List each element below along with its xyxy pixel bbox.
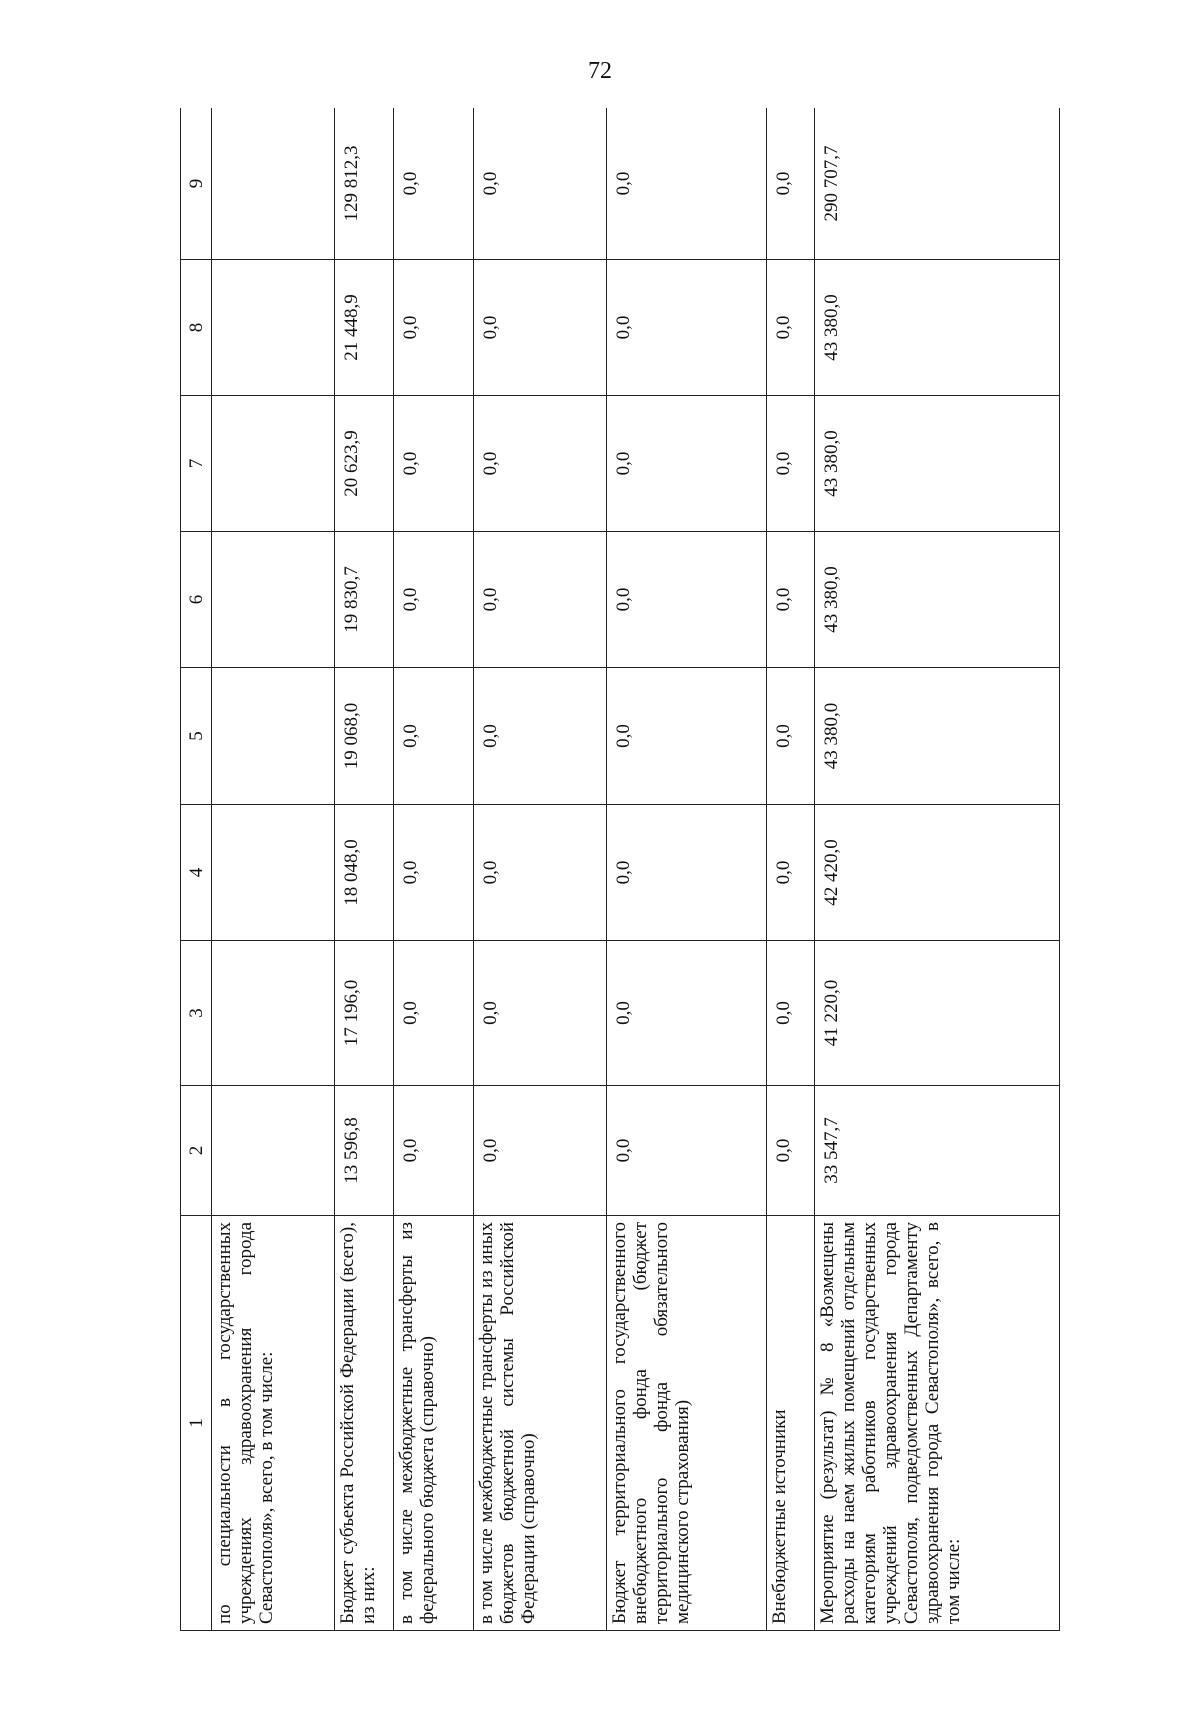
value-cell: 43 380,0 xyxy=(814,668,1059,805)
value-cell: 129 812,3 xyxy=(335,108,394,260)
value-cell xyxy=(212,108,335,260)
value-cell xyxy=(212,532,335,668)
value-cell: 0,0 xyxy=(393,396,473,532)
table-row xyxy=(607,108,767,1631)
header-cell: 3 xyxy=(181,941,212,1086)
table-wrap xyxy=(180,108,1060,1631)
value-cell: 0,0 xyxy=(607,260,767,396)
value-cell: 0,0 xyxy=(766,532,814,668)
value-cell: 21 448,9 xyxy=(335,260,394,396)
header-cell: 5 xyxy=(181,668,212,805)
value-cell: 20 623,9 xyxy=(335,396,394,532)
value-cell: 0,0 xyxy=(766,668,814,805)
value-cell: 41 220,0 xyxy=(814,941,1059,1086)
page-number: 72 xyxy=(588,58,612,84)
header-cell: 2 xyxy=(181,1086,212,1216)
value-cell: 43 380,0 xyxy=(814,532,1059,668)
value-cell: 0,0 xyxy=(766,396,814,532)
table-row xyxy=(393,108,473,1631)
value-cell: 0,0 xyxy=(766,108,814,260)
table-row xyxy=(212,108,335,1631)
value-cell: 0,0 xyxy=(473,805,606,941)
value-cell: 0,0 xyxy=(766,260,814,396)
row-label: Внебюджетные источники xyxy=(766,1216,814,1631)
value-cell: 33 547,7 xyxy=(814,1086,1059,1216)
value-cell: 0,0 xyxy=(393,532,473,668)
row-label: Мероприятие (результат) № 8 «Возмещены расходы на наем жилых помещений отдельным категориям работников государственных учреждений здравоохранения города Севастополя, подведомственных Департаменту здравоохранения города Севастополя», всего, в том числе: xyxy=(814,1216,1059,1631)
header-cell: 8 xyxy=(181,260,212,396)
row-label: по специальности в государственных учреждениях здравоохранения города Севастополя», всего, в том числе: xyxy=(212,1216,335,1631)
value-cell xyxy=(212,668,335,805)
header-cell: 4 xyxy=(181,805,212,941)
value-cell: 19 830,7 xyxy=(335,532,394,668)
table-row xyxy=(473,108,606,1631)
value-cell: 0,0 xyxy=(393,260,473,396)
value-cell xyxy=(212,805,335,941)
value-cell: 13 596,8 xyxy=(335,1086,394,1216)
value-cell: 0,0 xyxy=(607,941,767,1086)
value-cell xyxy=(212,941,335,1086)
value-cell: 42 420,0 xyxy=(814,805,1059,941)
value-cell: 0,0 xyxy=(607,396,767,532)
header-cell: 7 xyxy=(181,396,212,532)
value-cell: 43 380,0 xyxy=(814,396,1059,532)
value-cell: 0,0 xyxy=(607,108,767,260)
value-cell: 0,0 xyxy=(473,396,606,532)
table-row xyxy=(814,108,1059,1631)
row-label: в том числе межбюджетные трансферты из федерального бюджета (справочно) xyxy=(393,1216,473,1631)
value-cell: 290 707,7 xyxy=(814,108,1059,260)
value-cell: 0,0 xyxy=(473,668,606,805)
value-cell: 0,0 xyxy=(473,108,606,260)
value-cell: 0,0 xyxy=(766,805,814,941)
value-cell: 0,0 xyxy=(473,1086,606,1216)
value-cell: 0,0 xyxy=(766,1086,814,1216)
budget-table xyxy=(180,108,1060,1631)
value-cell xyxy=(212,260,335,396)
value-cell: 0,0 xyxy=(473,941,606,1086)
value-cell: 0,0 xyxy=(393,805,473,941)
value-cell: 17 196,0 xyxy=(335,941,394,1086)
value-cell: 0,0 xyxy=(607,805,767,941)
value-cell: 0,0 xyxy=(607,668,767,805)
row-label: Бюджет субъекта Российской Федерации (всего), из них: xyxy=(335,1216,394,1631)
row-label: Бюджет территориального государственного внебюджетного фонда (бюджет территориального фонда обязательного медицинского страхования) xyxy=(607,1216,767,1631)
value-cell: 0,0 xyxy=(473,532,606,668)
value-cell: 43 380,0 xyxy=(814,260,1059,396)
rotated-table-frame xyxy=(180,108,1060,1631)
header-cell: 9 xyxy=(181,108,212,260)
value-cell xyxy=(212,1086,335,1216)
value-cell: 0,0 xyxy=(607,1086,767,1216)
value-cell: 0,0 xyxy=(393,941,473,1086)
header-row xyxy=(181,108,212,1631)
table-row xyxy=(335,108,394,1631)
table-row xyxy=(766,108,814,1631)
value-cell: 0,0 xyxy=(607,532,767,668)
value-cell: 0,0 xyxy=(393,108,473,260)
value-cell: 18 048,0 xyxy=(335,805,394,941)
value-cell: 0,0 xyxy=(473,260,606,396)
value-cell xyxy=(212,396,335,532)
value-cell: 0,0 xyxy=(393,1086,473,1216)
header-cell: 6 xyxy=(181,532,212,668)
row-label: в том числе межбюджетные трансферты из иных бюджетов бюджетной системы Российской Федерации (справочно) xyxy=(473,1216,606,1631)
value-cell: 0,0 xyxy=(766,941,814,1086)
value-cell: 0,0 xyxy=(393,668,473,805)
header-cell: 1 xyxy=(181,1216,212,1631)
value-cell: 19 068,0 xyxy=(335,668,394,805)
